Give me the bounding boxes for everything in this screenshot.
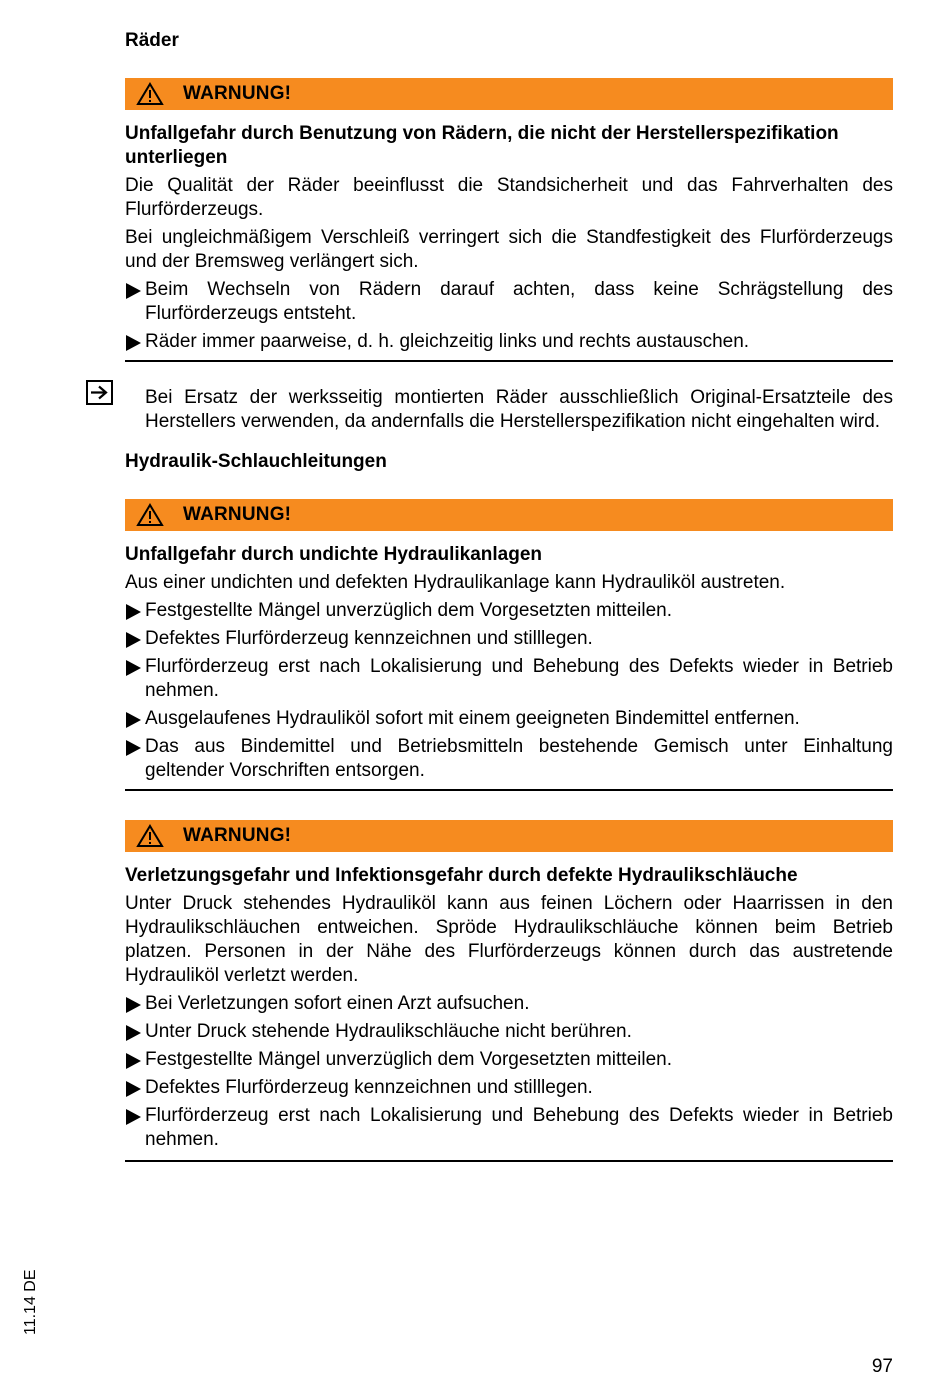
arrow-right-bullet-icon [125,283,142,299]
list-item [125,599,893,623]
list-item-text: Unter Druck stehende Hydraulikschläuche nicht berühren. [145,1021,632,1042]
instruction-list [125,992,893,1152]
edition-label: 11.14 DE [22,1269,39,1335]
list-item [125,278,893,326]
section-heading-raeder: Räder [125,30,179,51]
list-item-text: Ausgelaufenes Hydrauliköl sofort mit einem geeigneten Bindemittel entfernen. [145,708,800,729]
arrow-right-bullet-icon [125,740,142,756]
list-item-text: Beim Wechseln von Rädern darauf achten, dass keine Schrägstellung des Flurförderzeugs entsteht. [145,279,893,324]
warning-triangle-icon [136,502,166,528]
list-item [125,1048,893,1072]
list-item-text: Das aus Bindemittel und Betriebsmitteln bestehende Gemisch unter Einhaltung geltender Vorschriften entsorgen. [145,736,893,781]
warning-bar [125,78,893,110]
warning-bar [125,820,893,852]
arrow-right-bullet-icon [125,997,142,1013]
arrow-right-bullet-icon [125,632,142,648]
list-item [125,1104,893,1152]
warning-triangle-icon [136,823,166,849]
list-item-text: Bei Verletzungen sofort einen Arzt aufsuchen. [145,993,530,1014]
list-item [125,1020,893,1044]
section-heading-hydraulik: Hydraulik-Schlauchleitungen [125,451,387,472]
instruction-list [125,278,893,354]
list-item-text: Defektes Flurförderzeug kennzeichnen und stilllegen. [145,1077,593,1098]
warning-label: WARNUNG! [183,504,292,525]
arrow-right-bullet-icon [125,712,142,728]
note-text: Bei Ersatz der werksseitig montierten Räder ausschließlich Original-Ersatzteile des Herstellers verwenden, da andernfalls die Herstellerspezifikation nicht eingehalten wird. [145,387,893,432]
page-content [125,29,893,1162]
list-item [125,330,893,354]
list-item [125,992,893,1016]
list-item-text: Flurförderzeug erst nach Lokalisierung und Behebung des Defekts wieder in Betrieb nehmen. [145,1105,893,1150]
warning-paragraph: Bei ungleichmäßigem Verschleiß verringert sich die Standfestigkeit des Flurförderzeugs und der Bremsweg verlängert sich. [125,227,893,272]
warning-label: WARNUNG! [183,825,292,846]
list-item [125,655,893,703]
arrow-right-bullet-icon [125,604,142,620]
warning-title: Verletzungsgefahr und Infektionsgefahr durch defekte Hydraulikschläuche [125,865,798,886]
arrow-right-bullet-icon [125,335,142,351]
warning-paragraph: Die Qualität der Räder beeinflusst die Standsicherheit und das Fahrverhalten des Flurförderzeugs. [125,175,893,220]
arrow-right-bullet-icon [125,660,142,676]
warning-triangle-icon [136,81,166,107]
list-item-text: Räder immer paarweise, d. h. gleichzeitig links und rechts austauschen. [145,331,750,352]
divider [125,360,893,362]
note-arrow-icon [86,380,113,405]
list-item [125,627,893,651]
warning-label: WARNUNG! [183,83,292,104]
arrow-right-bullet-icon [125,1025,142,1041]
divider [125,789,893,791]
list-item-text: Flurförderzeug erst nach Lokalisierung und Behebung des Defekts wieder in Betrieb nehmen. [145,656,893,701]
divider [125,1160,893,1162]
list-item-text: Festgestellte Mängel unverzüglich dem Vorgesetzten mitteilen. [145,600,672,621]
page-number: 97 [871,1356,893,1377]
warning-paragraph: Unter Druck stehendes Hydrauliköl kann aus feinen Löchern oder Haarrissen in den Hydraulikschläuchen entweichen. Spröde Hydraulikschläuche können beim Betrieb platzen. Personen in der Nähe des Flurförderzeugs können durch das austretende Hydrauliköl verletzt werden. [125,893,893,986]
list-item-text: Defektes Flurförderzeug kennzeichnen und stilllegen. [145,628,593,649]
arrow-right-bullet-icon [125,1053,142,1069]
note-block [125,386,893,434]
warning-title: Unfallgefahr durch undichte Hydraulikanlagen [125,544,543,565]
arrow-right-bullet-icon [125,1109,142,1125]
instruction-list [125,599,893,783]
warning-bar [125,499,893,531]
list-item [125,735,893,783]
list-item [125,1076,893,1100]
arrow-right-bullet-icon [125,1081,142,1097]
warning-paragraph: Aus einer undichten und defekten Hydraulikanlage kann Hydrauliköl austreten. [125,572,786,593]
warning-title: Unfallgefahr durch Benutzung von Rädern, die nicht der Herstellerspezifikation unterliegen [125,123,839,168]
list-item-text: Festgestellte Mängel unverzüglich dem Vorgesetzten mitteilen. [145,1049,672,1070]
list-item [125,707,893,731]
